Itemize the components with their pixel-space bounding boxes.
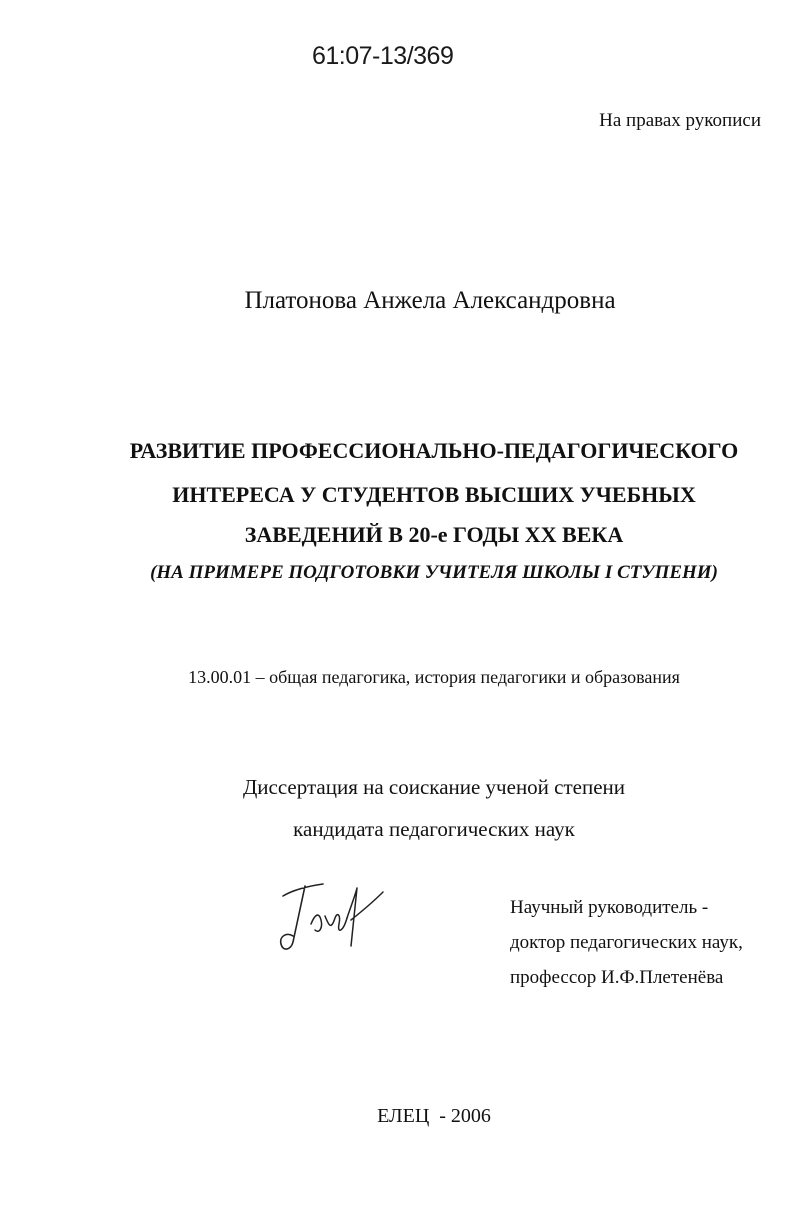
specialty-code: 13.00.01 – общая педагогика, история педагогики и образования xyxy=(188,667,680,687)
supervisor-block xyxy=(510,890,743,995)
supervisor-line-3: профессор И.Ф.Плетенёва xyxy=(510,967,724,988)
city-year: ЕЛЕЦ - 2006 xyxy=(377,1105,491,1127)
title-line-1: РАЗВИТИЕ ПРОФЕССИОНАЛЬНО-ПЕДАГОГИЧЕСКОГО xyxy=(129,438,739,463)
dissertation-line-2: кандидата педагогических наук xyxy=(293,817,575,841)
rights-notice: На правах рукописи xyxy=(599,110,761,131)
title-subtitle: (НА ПРИМЕРЕ ПОДГОТОВКИ УЧИТЕЛЯ ШКОЛЫ I СТУПЕНИ) xyxy=(150,562,718,583)
supervisor-line-2: доктор педагогических наук, xyxy=(510,932,743,953)
title-line-3: ЗАВЕДЕНИЙ В 20-е ГОДЫ XX ВЕКА xyxy=(244,522,624,547)
dissertation-line-1: Диссертация на соискание ученой степени xyxy=(242,775,626,799)
title-line-2: ИНТЕРЕСА У СТУДЕНТОВ ВЫСШИХ УЧЕБНЫХ xyxy=(172,482,696,507)
supervisor-line-1: Научный руководитель - xyxy=(510,897,709,918)
author-name: Платонова Анжела Александровна xyxy=(244,287,616,314)
archive-number: 61:07-13/369 xyxy=(312,42,454,70)
handwritten-signature xyxy=(275,868,395,958)
